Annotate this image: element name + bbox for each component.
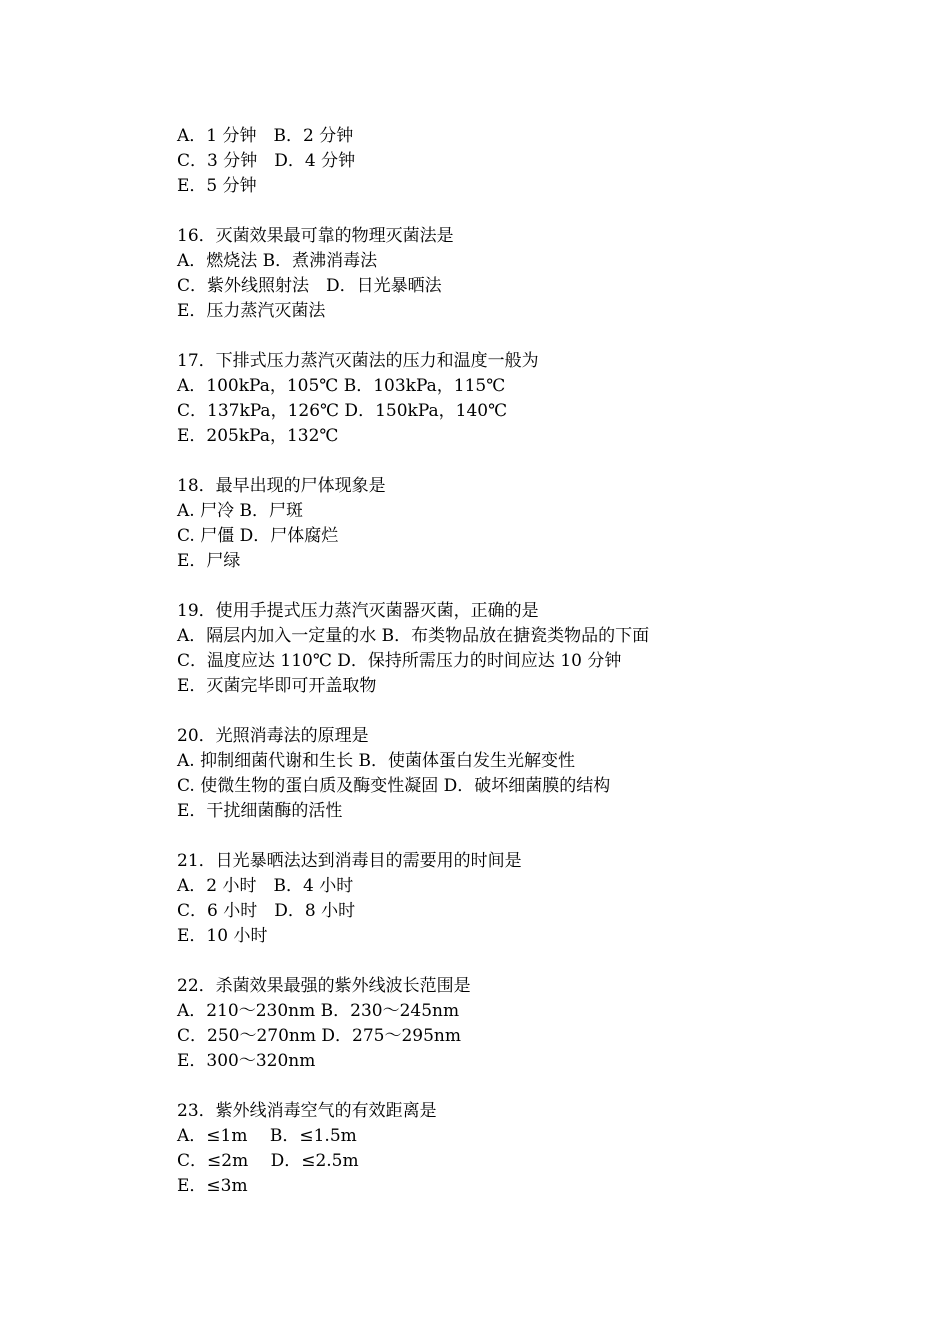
question-block-19 (177, 599, 877, 699)
question-stem: 22．杀菌效果最强的紫外线波长范围是 (177, 976, 471, 996)
option-line: E．10 小时 (177, 926, 268, 946)
option-line: C．3 分钟 D．4 分钟 (177, 151, 356, 171)
option-line: E．300～320nm (177, 1051, 316, 1071)
option-line: E．尸绿 (177, 551, 241, 571)
option-line: A．≤1m B．≤1.5m (177, 1126, 357, 1146)
option-line: A．燃烧法 B．煮沸消毒法 (177, 251, 378, 271)
option-line: A．1 分钟 B．2 分钟 (177, 126, 354, 146)
question-block-15-options (177, 124, 877, 199)
option-line: C．6 小时 D．8 小时 (177, 901, 356, 921)
question-stem: 18．最早出现的尸体现象是 (177, 476, 386, 496)
question-stem: 21．日光暴晒法达到消毒目的需要用的时间是 (177, 851, 522, 871)
question-block-23 (177, 1099, 877, 1199)
question-block-22 (177, 974, 877, 1074)
option-line: C．温度应达 110℃ D．保持所需压力的时间应达 10 分钟 (177, 651, 622, 671)
option-line: E．205kPa，132℃ (177, 426, 339, 446)
question-stem: 16．灭菌效果最可靠的物理灭菌法是 (177, 226, 454, 246)
option-line: A. 抑制细菌代谢和生长 B．使菌体蛋白发生光解变性 (177, 751, 575, 771)
option-line: A. 尸冷 B．尸斑 (177, 501, 303, 521)
option-line: E．压力蒸汽灭菌法 (177, 301, 326, 321)
question-block-16 (177, 224, 877, 324)
question-block-18 (177, 474, 877, 574)
question-stem: 19．使用手提式压力蒸汽灭菌器灭菌，正确的是 (177, 601, 539, 621)
option-line: C. 尸僵 D．尸体腐烂 (177, 526, 339, 546)
question-stem: 23．紫外线消毒空气的有效距离是 (177, 1101, 437, 1121)
option-line: A．2 小时 B．4 小时 (177, 876, 354, 896)
option-line: C．紫外线照射法 D．日光暴晒法 (177, 276, 442, 296)
option-line: E．灭菌完毕即可开盖取物 (177, 676, 377, 696)
option-line: E．≤3m (177, 1176, 248, 1196)
option-line: A．100kPa，105℃ B．103kPa，115℃ (177, 376, 506, 396)
option-line: C．≤2m D．≤2.5m (177, 1151, 359, 1171)
question-block-17 (177, 349, 877, 449)
question-block-20 (177, 724, 877, 824)
question-block-21 (177, 849, 877, 949)
option-line: C. 使微生物的蛋白质及酶变性凝固 D．破坏细菌膜的结构 (177, 776, 611, 796)
option-line: E．干扰细菌酶的活性 (177, 801, 343, 821)
option-line: A．210～230nm B．230～245nm (177, 1001, 460, 1021)
option-line: A．隔层内加入一定量的水 B．布类物品放在搪瓷类物品的下面 (177, 626, 650, 646)
option-line: C．250～270nm D．275～295nm (177, 1026, 461, 1046)
question-list (177, 124, 877, 1224)
option-line: C．137kPa，126℃ D．150kPa，140℃ (177, 401, 508, 421)
option-line: E．5 分钟 (177, 176, 257, 196)
question-stem: 17．下排式压力蒸汽灭菌法的压力和温度一般为 (177, 351, 539, 371)
question-stem: 20．光照消毒法的原理是 (177, 726, 369, 746)
